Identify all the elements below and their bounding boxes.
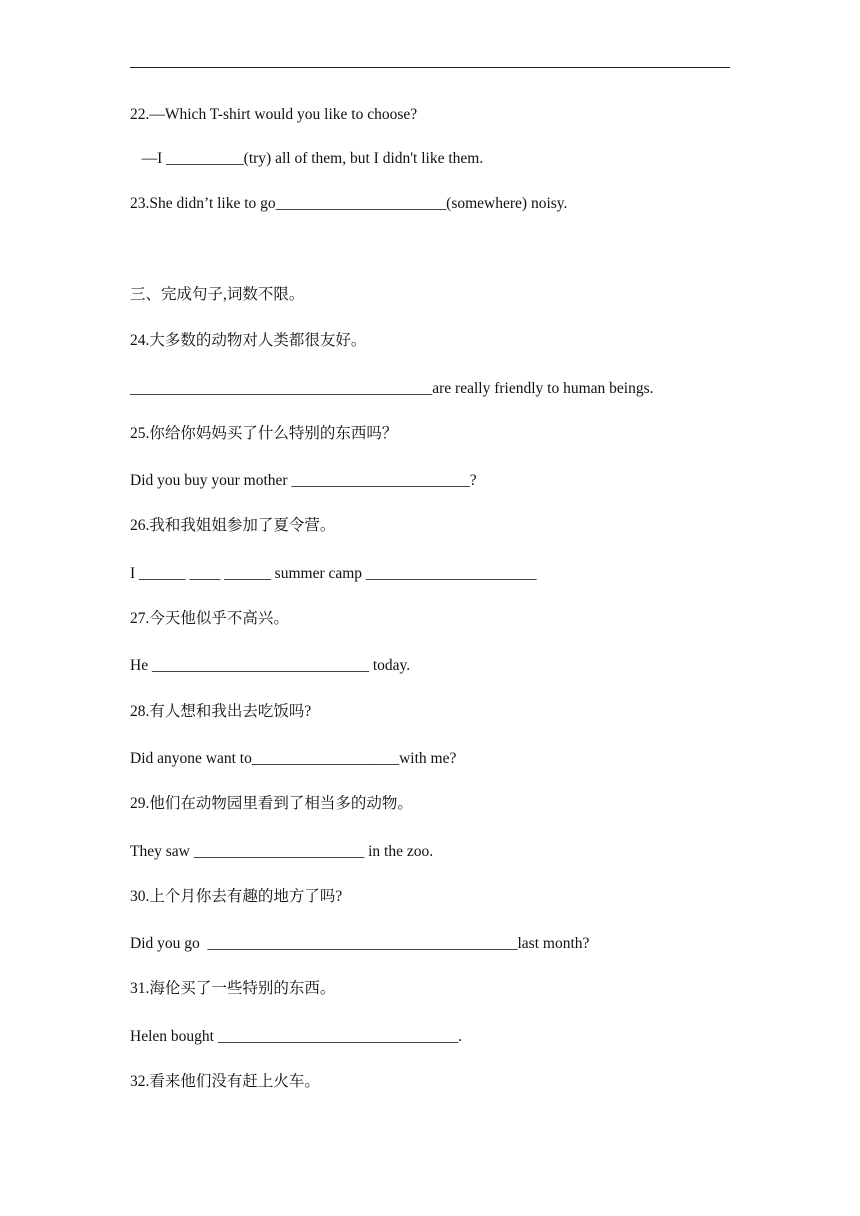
question-text: are really friendly to human beings.	[432, 380, 654, 397]
question-text: in the zoo.	[364, 843, 434, 860]
question-26-english	[130, 564, 536, 584]
answer-blank[interactable]: __________	[166, 150, 244, 167]
question-28-english	[130, 749, 456, 769]
question-text: ?	[469, 472, 477, 489]
question-22-prompt	[130, 105, 417, 125]
question-text: (somewhere) noisy.	[446, 195, 568, 212]
question-29-chinese: 29.他们在动物园里看到了相当多的动物。	[130, 795, 413, 812]
question-text: with me?	[399, 750, 457, 767]
question-text: He	[130, 657, 152, 674]
question-text: Did you go	[130, 935, 208, 952]
question-text: I	[130, 565, 140, 582]
answer-blank[interactable]: ______________________	[193, 843, 365, 860]
question-text: —I	[130, 150, 167, 167]
answer-blank[interactable]: ______ ____ ______	[139, 565, 271, 582]
answer-blank[interactable]: ________________________________________	[207, 935, 518, 952]
question-text: summer camp	[270, 565, 366, 582]
answer-blank[interactable]: ______________________	[275, 195, 447, 212]
question-text: Did anyone want to	[130, 750, 252, 767]
question-30-chinese: 30.上个月你去有趣的地方了吗?	[130, 888, 343, 905]
section-heading: 三、完成句子,词数不限。	[130, 286, 305, 303]
question-25-chinese: 25.你给你妈妈买了什么特别的东西吗？	[130, 425, 398, 442]
question-31-english	[130, 1027, 462, 1047]
answer-blank[interactable]: ____________________________	[151, 657, 369, 674]
question-text: 23.She didn’t like to go	[130, 195, 276, 212]
answer-blank[interactable]: ______________________	[365, 565, 537, 582]
question-text: today.	[368, 657, 411, 674]
answer-blank[interactable]: _______________________	[291, 472, 470, 489]
question-28-chinese: 28.有人想和我出去吃饭吗?	[130, 703, 312, 720]
question-text: last month?	[517, 935, 590, 952]
question-22-answer	[130, 149, 483, 169]
question-26-chinese: 26.我和我姐姐参加了夏令营。	[130, 517, 336, 534]
header-rule	[130, 67, 730, 68]
question-31-chinese: 31.海伦买了一些特别的东西。	[130, 980, 336, 997]
question-text: 22.—Which T-shirt would you like to choose?	[130, 106, 418, 123]
answer-blank[interactable]: ___________________	[251, 750, 400, 767]
answer-blank[interactable]: _______________________________	[217, 1028, 459, 1045]
question-24-english	[130, 379, 653, 399]
question-text: They saw	[130, 843, 194, 860]
question-text: Helen bought	[130, 1028, 218, 1045]
question-32-chinese: 32.看来他们没有赶上火车。	[130, 1073, 320, 1090]
question-23	[130, 194, 567, 214]
question-24-chinese: 24.大多数的动物对人类都很友好。	[130, 332, 367, 349]
question-30-english	[130, 934, 589, 954]
question-27-chinese: 27.今天他似乎不高兴。	[130, 610, 289, 627]
question-27-english	[130, 656, 410, 676]
answer-blank[interactable]: _______________________________________	[130, 380, 433, 397]
question-text: (try) all of them, but I didn't like them.	[243, 150, 484, 167]
question-text: Did you buy your mother	[130, 472, 292, 489]
question-25-english	[130, 471, 477, 491]
question-29-english	[130, 842, 433, 862]
question-text: .	[458, 1028, 462, 1045]
